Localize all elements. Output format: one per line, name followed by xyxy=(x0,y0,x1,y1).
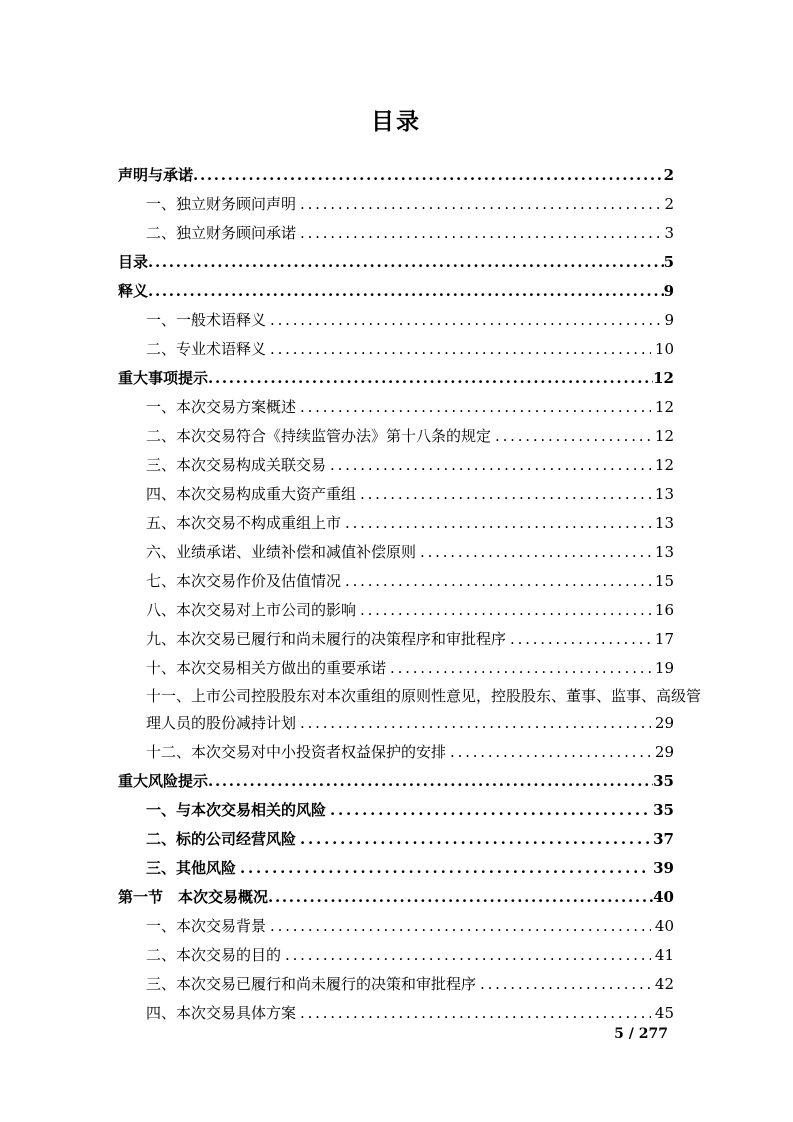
toc-page-number: 3 xyxy=(664,224,674,242)
toc-page-number: 19 xyxy=(654,659,674,677)
toc-entry-label: 理人员的股份减持计划 xyxy=(146,714,297,732)
toc-page-number: 2 xyxy=(664,195,674,213)
toc-entry-label: 二、独立财务顾问承诺 xyxy=(146,224,297,242)
toc-entry-label: 八、本次交易对上市公司的影响 xyxy=(146,601,357,619)
toc-entry-label: 一、本次交易方案概述 xyxy=(146,398,297,416)
toc-entry xyxy=(118,738,674,767)
toc-entry-label: 一、与本次交易相关的风险 xyxy=(146,801,327,819)
toc-entry xyxy=(118,999,674,1028)
toc-leader-dots xyxy=(330,796,649,825)
toc-leader-dots xyxy=(300,393,651,422)
toc-leader-dots xyxy=(300,825,649,854)
toc-entry-label: 四、本次交易构成重大资产重组 xyxy=(146,485,357,503)
toc-entry xyxy=(118,248,674,277)
toc-entry-label: 二、本次交易的目的 xyxy=(146,946,282,964)
toc-page-number: 12 xyxy=(653,369,674,387)
toc-page-number: 13 xyxy=(654,543,674,561)
toc-entry xyxy=(118,970,674,999)
toc-entry-label: 目录 xyxy=(118,253,149,271)
toc-page-number: 45 xyxy=(654,1004,674,1022)
toc-leader-dots xyxy=(285,941,651,970)
toc-entry xyxy=(118,509,674,538)
toc-entry xyxy=(118,854,674,883)
toc-entry xyxy=(118,709,674,738)
toc-entry xyxy=(118,912,674,941)
toc-entry-label: 二、专业术语释义 xyxy=(146,340,267,358)
toc-entry xyxy=(118,941,674,970)
toc-page-number: 29 xyxy=(654,743,674,761)
toc-entry-label: 声明与承诺 xyxy=(118,166,194,184)
toc-entry-label: 一、一般术语释义 xyxy=(146,311,267,329)
toc-leader-dots xyxy=(420,538,651,567)
toc-entry xyxy=(118,480,674,509)
toc-leader-dots xyxy=(208,364,653,393)
toc-leader-dots xyxy=(300,999,651,1028)
toc-leader-dots xyxy=(270,912,651,941)
toc-leader-dots xyxy=(240,854,649,883)
toc-leader-dots xyxy=(208,767,653,796)
toc-entry xyxy=(118,883,674,912)
toc-leader-dots xyxy=(480,970,651,999)
toc-page-number: 37 xyxy=(653,830,674,848)
toc-entry-label: 九、本次交易已履行和尚未履行的决策程序和审批程序 xyxy=(146,630,507,648)
toc-entry xyxy=(118,364,674,393)
toc-entry xyxy=(118,335,674,364)
toc-leader-dots xyxy=(300,219,660,248)
toc-page-number: 12 xyxy=(654,427,674,445)
toc-entry xyxy=(118,219,674,248)
toc-entry-label: 七、本次交易作价及估值情况 xyxy=(146,572,342,590)
toc-content xyxy=(118,104,702,1028)
toc-entry-label: 重大风险提示 xyxy=(118,772,209,790)
toc-page-number: 35 xyxy=(653,772,674,790)
toc-entry-label: 一、本次交易背景 xyxy=(146,917,267,935)
toc-leader-dots xyxy=(360,480,651,509)
toc-page-number: 15 xyxy=(654,572,674,590)
toc-entry-label: 重大事项提示 xyxy=(118,369,209,387)
toc-leader-dots xyxy=(330,451,651,480)
toc-entry xyxy=(118,161,674,190)
toc-entry xyxy=(118,654,674,683)
toc-page-number: 35 xyxy=(653,801,674,819)
toc-entry-label: 三、本次交易已履行和尚未履行的决策和审批程序 xyxy=(146,975,477,993)
toc-entry xyxy=(118,625,674,654)
toc-leader-dots xyxy=(495,422,651,451)
toc-page-number: 42 xyxy=(654,975,674,993)
toc-leader-dots xyxy=(270,306,660,335)
toc-leader-dots xyxy=(510,625,651,654)
toc-entry xyxy=(118,422,674,451)
toc-entry xyxy=(118,393,674,422)
toc-leader-dots xyxy=(148,277,664,306)
toc-leader-dots xyxy=(193,161,664,190)
toc-leader-dots xyxy=(300,190,660,219)
toc-entry-label: 二、本次交易符合《持续监管办法》第十八条的规定 xyxy=(146,427,492,445)
toc-leader-dots xyxy=(345,509,651,538)
toc-leader-dots xyxy=(270,335,651,364)
toc-entry xyxy=(118,683,702,709)
toc-page-number: 12 xyxy=(654,456,674,474)
toc-entry-label: 五、本次交易不构成重组上市 xyxy=(146,514,342,532)
toc-entry xyxy=(118,538,674,567)
toc-page-number: 40 xyxy=(654,917,674,935)
toc-leader-dots xyxy=(345,567,651,596)
toc-leader-dots xyxy=(148,248,664,277)
toc-page-number: 9 xyxy=(663,282,674,300)
toc-page-number: 13 xyxy=(654,485,674,503)
toc-page-number: 13 xyxy=(654,514,674,532)
toc-entry xyxy=(118,596,674,625)
toc-page-number: 17 xyxy=(654,630,674,648)
toc-leader-dots xyxy=(268,883,653,912)
toc-page-number: 9 xyxy=(664,311,674,329)
toc-entry-label: 六、业绩承诺、业绩补偿和减值补偿原则 xyxy=(146,543,417,561)
toc-entry-label: 二、标的公司经营风险 xyxy=(146,830,297,848)
toc-leader-dots xyxy=(360,596,651,625)
page-number-indicator: 5 / 277 xyxy=(614,1026,668,1042)
toc-page-number: 41 xyxy=(654,946,674,964)
toc-page-number: 16 xyxy=(654,601,674,619)
toc-leader-dots xyxy=(450,738,651,767)
toc-page-number: 10 xyxy=(654,340,674,358)
toc-page-number: 39 xyxy=(653,859,674,877)
toc-entry-label: 四、本次交易具体方案 xyxy=(146,1004,297,1022)
toc-entry xyxy=(118,306,674,335)
toc-entry-label: 十、本次交易相关方做出的重要承诺 xyxy=(146,659,387,677)
toc-entry-label: 第一节 本次交易概况 xyxy=(118,888,269,906)
toc-entry-label: 三、本次交易构成关联交易 xyxy=(146,456,327,474)
toc-entry-label: 三、其他风险 xyxy=(146,859,237,877)
toc-entry xyxy=(118,796,674,825)
toc-entry-label: 一、独立财务顾问声明 xyxy=(146,195,297,213)
toc-entry-label: 十一、上市公司控股股东对本次重组的原则性意见，控股股东、董事、监事、高级管 xyxy=(146,687,702,705)
toc-page-number: 12 xyxy=(654,398,674,416)
toc-entry xyxy=(118,190,674,219)
toc-entry xyxy=(118,825,674,854)
toc-list xyxy=(118,161,702,1028)
toc-entry xyxy=(118,451,674,480)
toc-leader-dots xyxy=(300,709,651,738)
toc-leader-dots xyxy=(390,654,651,683)
toc-entry xyxy=(118,277,674,306)
toc-page-number: 2 xyxy=(663,166,674,184)
toc-entry-label: 十二、本次交易对中小投资者权益保护的安排 xyxy=(146,743,447,761)
toc-entry-label: 释义 xyxy=(118,282,149,300)
toc-entry xyxy=(118,567,674,596)
toc-entry xyxy=(118,767,674,796)
toc-page-number: 5 xyxy=(663,253,674,271)
toc-page-number: 40 xyxy=(653,888,674,906)
toc-page-number: 29 xyxy=(654,714,674,732)
page-title: 目录 xyxy=(371,108,421,135)
